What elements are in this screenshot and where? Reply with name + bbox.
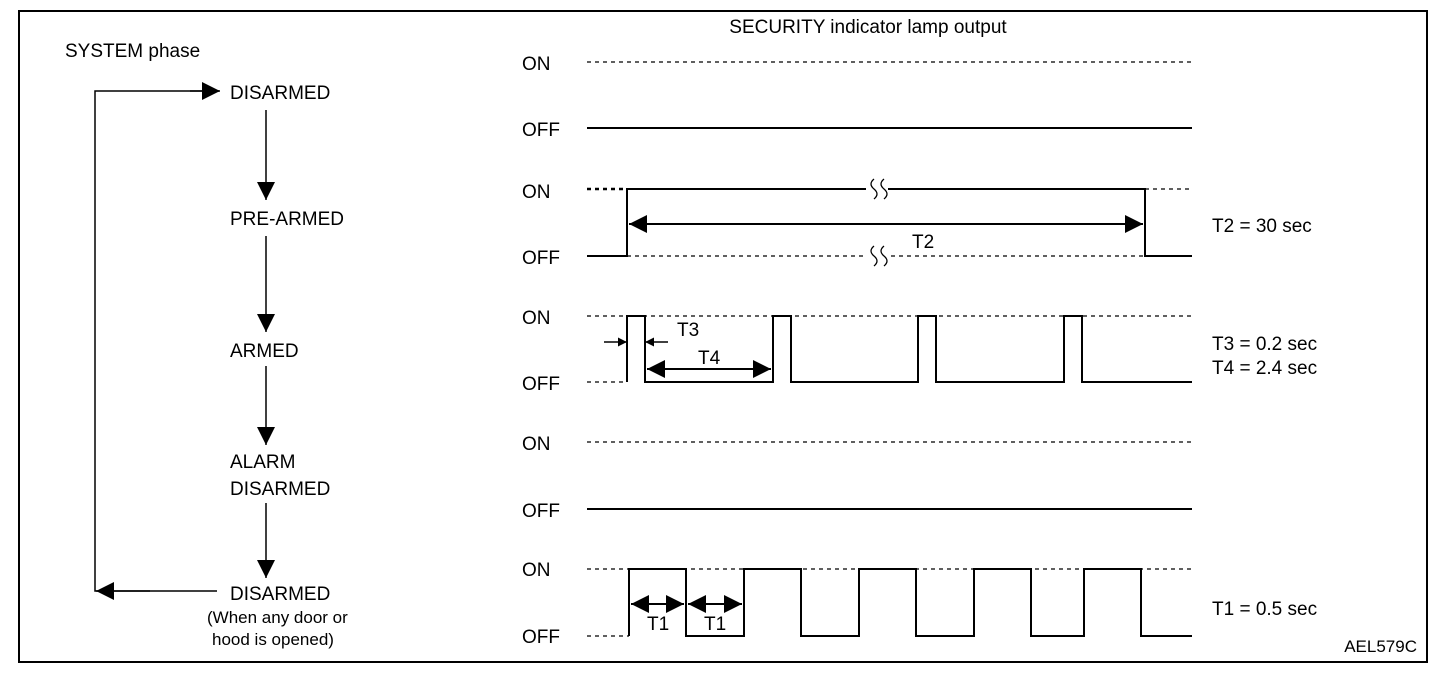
phase-door-note-line2: hood is opened) <box>212 630 334 649</box>
figure-code: AEL579C <box>1344 637 1417 656</box>
on-label: ON <box>522 308 551 329</box>
phase-alarm-line1: ALARM <box>230 452 296 473</box>
signal-door-opened <box>587 569 1317 636</box>
t4-timing: T4 = 2.4 sec <box>1212 358 1318 379</box>
t1-label: T1 <box>704 614 727 635</box>
t1-timing: T1 = 0.5 sec <box>1212 599 1318 620</box>
signal-pre-armed <box>587 179 1312 266</box>
on-label: ON <box>522 182 551 203</box>
t3-timing: T3 = 0.2 sec <box>1212 334 1318 355</box>
signal-armed <box>587 316 1317 382</box>
on-label: ON <box>522 434 551 455</box>
phase-flow <box>95 83 348 649</box>
phase-disarmed-door: DISARMED <box>230 584 331 605</box>
off-label: OFF <box>522 120 560 141</box>
t4-label: T4 <box>698 348 721 369</box>
off-label: OFF <box>522 627 560 648</box>
phase-disarmed: DISARMED <box>230 83 331 104</box>
phase-armed: ARMED <box>230 341 299 362</box>
phase-heading: SYSTEM phase <box>65 41 201 62</box>
off-label: OFF <box>522 374 560 395</box>
t2-label: T2 <box>912 232 935 253</box>
off-label: OFF <box>522 248 560 269</box>
return-loop-line <box>95 91 219 591</box>
on-label: ON <box>522 560 551 581</box>
signal-alarm-disarmed <box>587 442 1192 509</box>
phase-door-note-line1: (When any door or <box>207 608 348 627</box>
on-label: ON <box>522 54 551 75</box>
phase-pre-armed: PRE-ARMED <box>230 209 345 230</box>
t1-label: T1 <box>647 614 670 635</box>
off-label: OFF <box>522 501 560 522</box>
t3-label: T3 <box>677 320 700 341</box>
chart-title: SECURITY indicator lamp output <box>729 17 1007 38</box>
phase-alarm-line2: DISARMED <box>230 479 331 500</box>
pulse-waveform <box>587 189 1192 256</box>
signal-disarmed <box>587 62 1192 128</box>
t2-timing: T2 = 30 sec <box>1212 216 1312 237</box>
level-labels <box>522 54 560 648</box>
